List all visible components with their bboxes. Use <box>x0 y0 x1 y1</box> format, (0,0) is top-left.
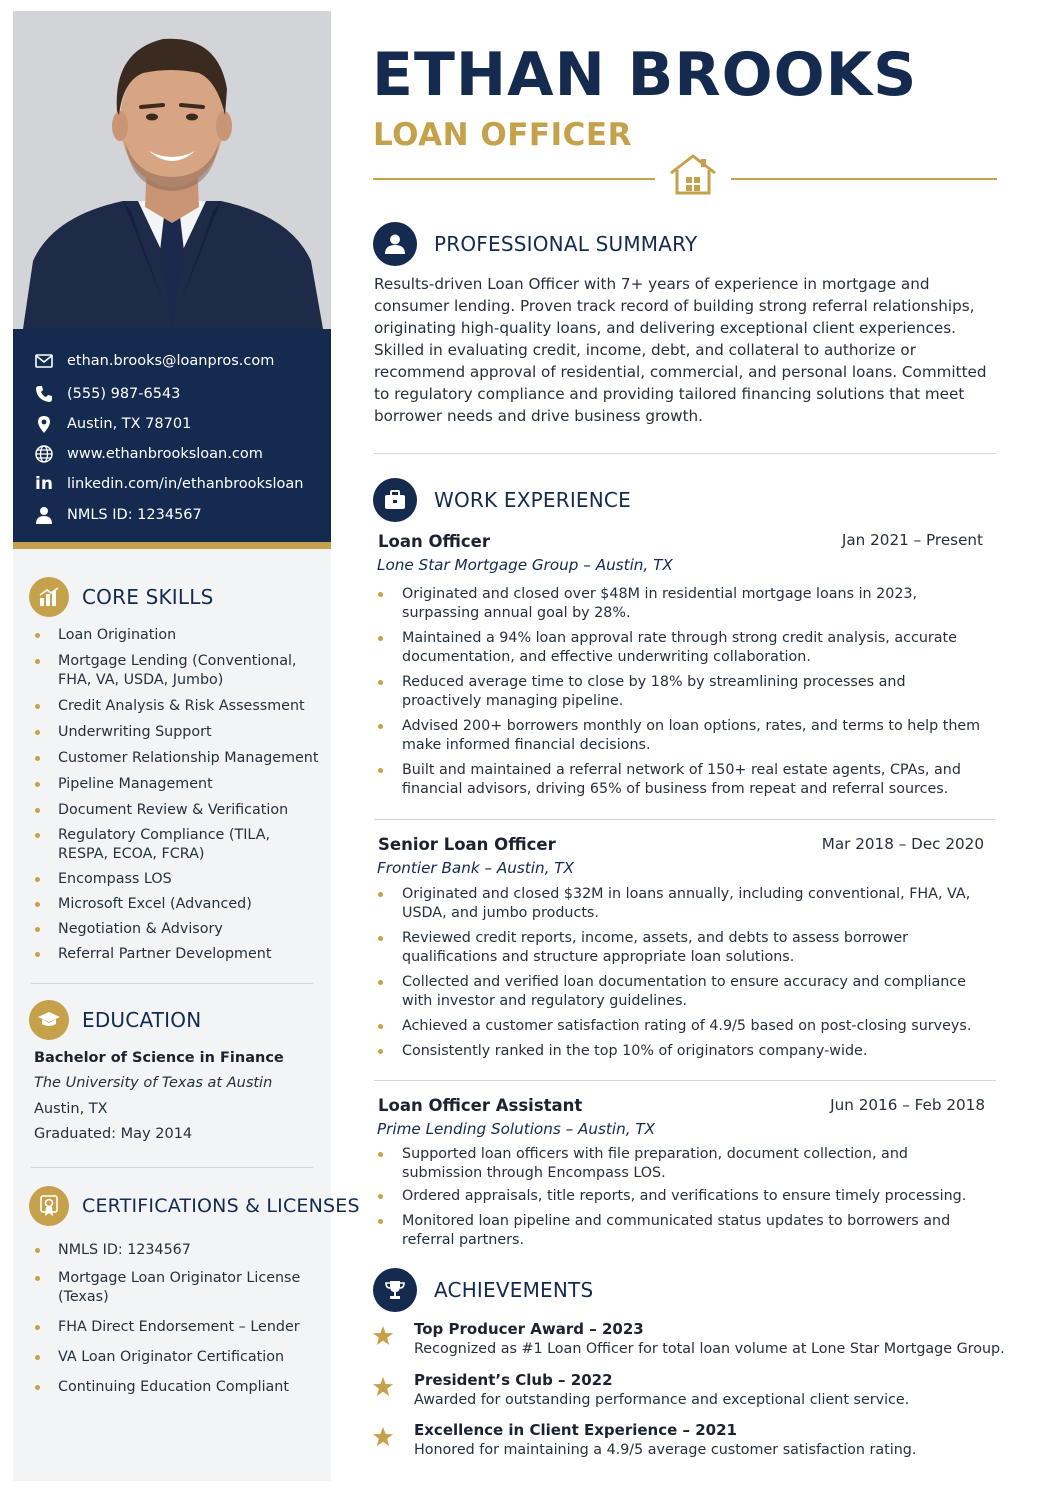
job-dates: Mar 2018 – Dec 2020 <box>821 835 984 853</box>
phone-icon <box>34 384 54 404</box>
star-icon <box>372 1376 394 1402</box>
certification-item: NMLS ID: 1234567 <box>33 1241 323 1260</box>
candidate-name: ETHAN BROOKS <box>372 40 918 110</box>
education-title: EDUCATION <box>82 1008 202 1032</box>
skill-item: Referral Partner Development <box>33 945 323 964</box>
section-divider <box>374 1080 996 1081</box>
skill-item: Negotiation & Advisory <box>33 920 323 939</box>
job-bullet: Monitored loan pipeline and communicated status updates to borrowers and referral partners. <box>376 1212 986 1250</box>
envelope-icon <box>34 351 54 371</box>
person-icon <box>373 222 417 266</box>
summary-heading <box>373 222 697 266</box>
job-bullets <box>376 885 986 1061</box>
certification-item: FHA Direct Endorsement – Lender <box>33 1318 323 1337</box>
education-degree: Bachelor of Science in Finance <box>34 1050 284 1066</box>
house-icon <box>668 153 718 199</box>
star-icon <box>372 1325 394 1351</box>
job-bullet: Built and maintained a referral network of 150+ real estate agents, CPAs, and financial advisors, driving 65% of business from repeat and referral sources. <box>376 761 986 799</box>
education-location: Austin, TX <box>34 1101 108 1117</box>
sidebar-divider <box>31 983 313 984</box>
job-title: Senior Loan Officer <box>378 835 556 854</box>
education-school: The University of Texas at Austin <box>34 1075 273 1091</box>
certification-item: Continuing Education Compliant <box>33 1378 323 1397</box>
skill-item: Regulatory Compliance (TILA, RESPA, ECOA, FCRA) <box>33 826 323 864</box>
job-bullet: Collected and verified loan documentation to ensure accuracy and compliance with investor and regulatory guidelines. <box>376 973 986 1011</box>
graduation-cap-icon <box>29 1000 69 1040</box>
achievement-title: President’s Club – 2022 <box>414 1371 613 1389</box>
achievements-heading <box>373 1268 593 1312</box>
certifications-title: CERTIFICATIONS & LICENSES <box>82 1195 360 1217</box>
skill-item: Microsoft Excel (Advanced) <box>33 895 323 914</box>
job-bullet: Achieved a customer satisfaction rating of 4.9/5 based on post-closing surveys. <box>376 1017 986 1036</box>
contact-nmls-text: NMLS ID: 1234567 <box>67 507 202 523</box>
contact-phone[interactable] <box>34 383 180 405</box>
section-divider <box>374 453 996 454</box>
skill-item: Pipeline Management <box>33 775 323 794</box>
skills-list <box>33 626 323 964</box>
contact-linkedin[interactable] <box>34 473 303 495</box>
job-bullet: Ordered appraisals, title reports, and verifications to ensure timely processing. <box>376 1187 986 1206</box>
contact-email-text: ethan.brooks@loanpros.com <box>67 353 275 369</box>
certificate-icon <box>29 1186 69 1226</box>
skill-item: Credit Analysis & Risk Assessment <box>33 697 323 716</box>
skill-item: Encompass LOS <box>33 870 323 889</box>
education-graduated: Graduated: May 2014 <box>34 1126 193 1142</box>
briefcase-icon <box>373 478 417 522</box>
contact-location <box>34 413 191 435</box>
job-dates: Jan 2021 – Present <box>841 531 983 549</box>
education-heading <box>29 1000 201 1040</box>
summary-title: PROFESSIONAL SUMMARY <box>434 232 698 256</box>
job-company: Lone Star Mortgage Group – Austin, TX <box>377 556 673 574</box>
job-dates: Jun 2016 – Feb 2018 <box>830 1096 985 1114</box>
job-bullet: Advised 200+ borrowers monthly on loan options, rates, and terms to help them make informed financial decisions. <box>376 717 986 755</box>
achievement-item <box>372 1319 1005 1359</box>
achievement-description: Recognized as #1 Loan Officer for total loan volume at Lone Star Mortgage Group. <box>414 1341 1005 1357</box>
certification-item: VA Loan Originator Certification <box>33 1348 323 1367</box>
star-icon <box>372 1426 394 1452</box>
contact-email[interactable] <box>34 350 274 372</box>
experience-heading <box>373 478 631 522</box>
person-icon <box>34 505 54 525</box>
contact-nmls <box>34 504 202 526</box>
achievement-title: Excellence in Client Experience – 2021 <box>414 1421 737 1439</box>
section-divider <box>374 819 996 820</box>
job-bullet: Consistently ranked in the top 10% of originators company-wide. <box>376 1042 986 1061</box>
job-bullet: Originated and closed $32M in loans annually, including conventional, FHA, VA, USDA, and jumbo products. <box>376 885 986 923</box>
contact-phone-text: (555) 987-6543 <box>67 386 181 402</box>
job-bullets <box>376 585 986 799</box>
achievements-title: ACHIEVEMENTS <box>434 1278 594 1302</box>
skill-item: Document Review & Verification <box>33 801 323 820</box>
skills-title: CORE SKILLS <box>82 585 214 609</box>
globe-icon <box>34 444 54 464</box>
contact-website-text: www.ethanbrooksloan.com <box>67 446 263 462</box>
skill-item: Mortgage Lending (Conventional, FHA, VA, USDA, Jumbo) <box>33 652 323 690</box>
chart-icon <box>29 577 69 617</box>
experience-title: WORK EXPERIENCE <box>434 488 631 512</box>
certifications-heading <box>29 1186 360 1226</box>
job-company: Prime Lending Solutions – Austin, TX <box>377 1120 656 1138</box>
achievement-title: Top Producer Award – 2023 <box>414 1320 644 1338</box>
skill-item: Customer Relationship Management <box>33 749 323 768</box>
certifications-list <box>33 1241 323 1397</box>
contact-website[interactable] <box>34 443 263 465</box>
job-bullet: Maintained a 94% loan approval rate through strong credit analysis, accurate documentation, and effective underwriting collaboration. <box>376 629 986 667</box>
job-bullet: Originated and closed over $48M in residential mortgage loans in 2023, surpassing annual goal by 28%. <box>376 585 986 623</box>
contact-linkedin-text: linkedin.com/in/ethanbrooksloan <box>67 476 304 492</box>
header-rule-right <box>731 178 997 180</box>
job-title: Loan Officer <box>378 532 491 551</box>
achievement-item <box>372 1420 997 1460</box>
achievement-description: Awarded for outstanding performance and exceptional client service. <box>414 1392 910 1408</box>
profile-photo <box>13 11 331 329</box>
job-company: Frontier Bank – Austin, TX <box>377 859 574 877</box>
contact-location-text: Austin, TX 78701 <box>67 416 192 432</box>
certification-item: Mortgage Loan Originator License (Texas) <box>33 1269 323 1307</box>
sidebar-divider <box>31 1167 313 1168</box>
linkedin-icon: in <box>35 474 53 494</box>
achievement-description: Honored for maintaining a 4.9/5 average customer satisfaction rating. <box>414 1442 917 1458</box>
skill-item: Loan Origination <box>33 626 323 645</box>
job-bullet: Reduced average time to close by 18% by streamlining processes and proactively managing pipeline. <box>376 673 986 711</box>
summary-text: Results-driven Loan Officer with 7+ years of experience in mortgage and consumer lending. Proven track record of building strong referral relationships, originating high-quality loans, and delivering exceptional client experiences. Skilled in evaluating credit, income, debt, and collateral to authorize or recommend approval of residential, commercial, and personal loans. Committed to regulatory compliance and providing tailored financing solutions that meet borrower needs and drive business growth. <box>374 275 987 425</box>
skill-item: Underwriting Support <box>33 723 323 742</box>
header-rule-left <box>373 178 655 180</box>
candidate-role: LOAN OFFICER <box>373 117 632 153</box>
location-pin-icon <box>34 414 54 434</box>
job-bullets <box>376 1145 986 1250</box>
job-bullet: Reviewed credit reports, income, assets, and debts to assess borrower qualifications and structure appropriate loan solutions. <box>376 929 986 967</box>
skills-heading <box>29 577 214 617</box>
contact-accent-bar <box>13 542 331 549</box>
achievement-item <box>372 1370 997 1410</box>
job-bullet: Supported loan officers with file preparation, document collection, and submission through Encompass LOS. <box>376 1145 986 1183</box>
trophy-icon <box>373 1268 417 1312</box>
job-title: Loan Officer Assistant <box>378 1096 583 1115</box>
